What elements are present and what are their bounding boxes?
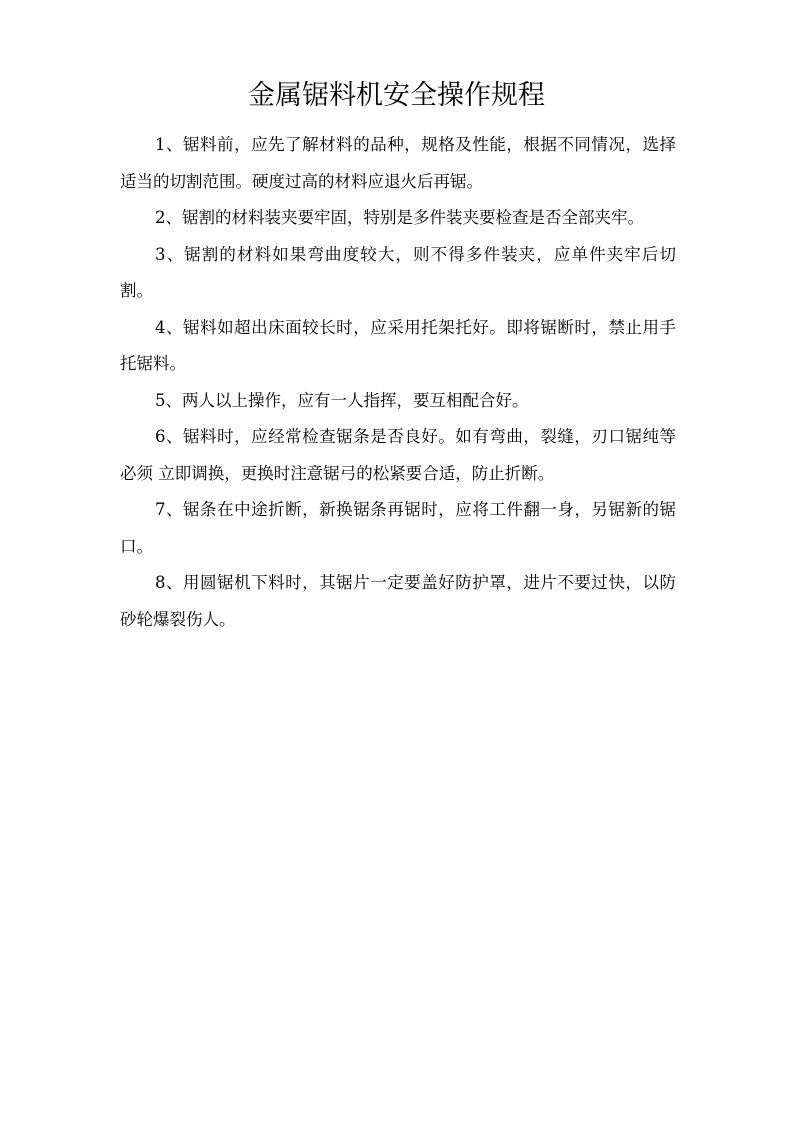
document-body [120,127,676,638]
rule-paragraph-2: 2、锯割的材料装夹要牢固，特别是多件装夹要检查是否全部夹牢。 [155,208,644,227]
rule-paragraph-5: 5、两人以上操作，应有一人指挥，要互相配合好。 [155,390,529,410]
document-title: 金属锯料机安全操作规程 [248,80,545,111]
rule-paragraph-3: 3、锯割的材料如果弯曲度较大，则不得多件装夹，应单件夹牢后切割。 [120,244,676,300]
rule-paragraph-8: 8、用圆锯机下料时，其锯片一定要盖好防护罩，进片不要过快，以防砂轮爆裂伤人。 [120,573,676,629]
rule-paragraph-4: 4、锯料如超出床面较长时，应采用托架托好。即将锯断时，禁止用手托锯料。 [120,317,676,373]
rule-paragraph-6: 6、锯料时，应经常检查锯条是否良好。如有弯曲，裂缝，刃口锯纯等必须 立即调换，更换时注意锯弓的松紧要合适，防止折断。 [120,427,676,483]
rule-paragraph-1: 1、锯料前，应先了解材料的品种，规格及性能，根据不同情况，选择适当的切割范围。硬度过高的材料应退火后再锯。 [120,135,676,191]
rule-paragraph-7: 7、锯条在中途折断，新换锯条再锯时，应将工件翻一身，另锯新的锯口。 [120,500,676,556]
